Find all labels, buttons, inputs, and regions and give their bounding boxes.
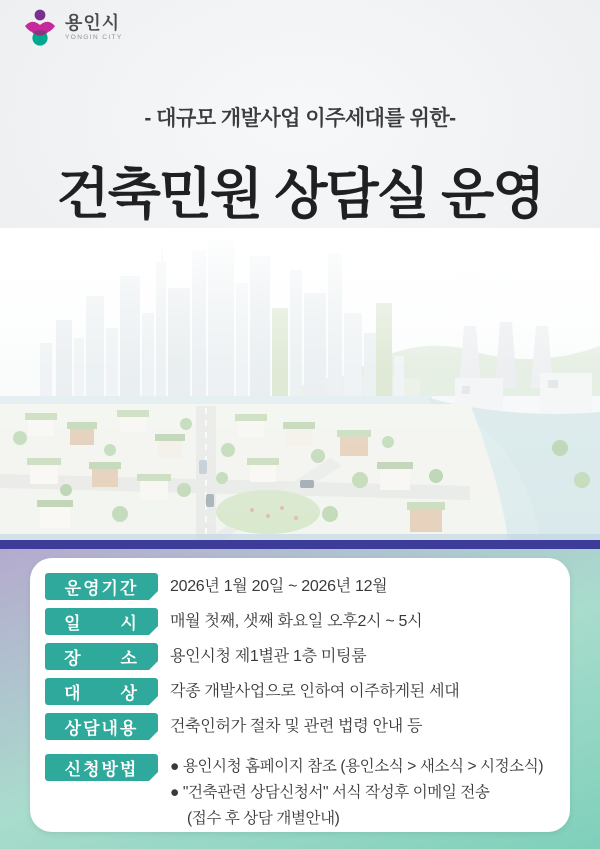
info-row-contents bbox=[45, 713, 560, 740]
yongin-city-logo bbox=[24, 9, 123, 47]
info-row-period bbox=[45, 573, 560, 600]
poster-subtitle: - 대규모 개발사업 이주세대를 위한- bbox=[144, 107, 456, 130]
place-badge: 장 소 bbox=[45, 643, 158, 670]
info-row-target bbox=[45, 678, 560, 705]
info-section bbox=[0, 549, 600, 849]
info-row-apply bbox=[45, 754, 560, 832]
info-row-datetime bbox=[45, 608, 560, 635]
target-value: 각종 개발사업으로 인하여 이주하게된 세대 bbox=[170, 683, 460, 700]
info-panel bbox=[30, 558, 570, 832]
apply-badge: 신청방법 bbox=[45, 754, 158, 781]
place-value: 용인시청 제1별관 1층 미팅룸 bbox=[170, 648, 367, 665]
period-value: 2026년 1월 20일 ~ 2026년 12월 bbox=[170, 578, 388, 595]
logo-city-name: 용인시 bbox=[65, 13, 121, 34]
apply-line-form: ● "건축관련 상담신청서" 서식 작성후 이메일 전송 bbox=[170, 784, 490, 801]
datetime-value: 매월 첫째, 샛째 화요일 오후2시 ~ 5시 bbox=[170, 613, 423, 630]
contents-badge: 상담내용 bbox=[45, 713, 158, 740]
city-illustration bbox=[0, 228, 600, 540]
period-badge: 운영기간 bbox=[45, 573, 158, 600]
divider-bar bbox=[0, 540, 600, 549]
logo-city-name-en: YONGIN CITY bbox=[65, 34, 123, 42]
apply-method-lines bbox=[170, 754, 543, 832]
apply-line-note: (접수 후 상담 개별안내) bbox=[187, 810, 340, 827]
target-badge: 대 상 bbox=[45, 678, 158, 705]
poster-title: 건축민원 상담실 운영 bbox=[56, 163, 544, 225]
logo-text bbox=[65, 14, 123, 42]
apply-line-homepage: ● 용인시청 홈페이지 참조 (용인소식 > 새소식 > 시정소식) bbox=[170, 758, 544, 775]
info-row-place bbox=[45, 643, 560, 670]
contents-value: 건축인허가 절차 및 관련 법령 안내 등 bbox=[170, 718, 423, 735]
datetime-badge: 일 시 bbox=[45, 608, 158, 635]
yongin-logo-icon bbox=[24, 9, 56, 47]
